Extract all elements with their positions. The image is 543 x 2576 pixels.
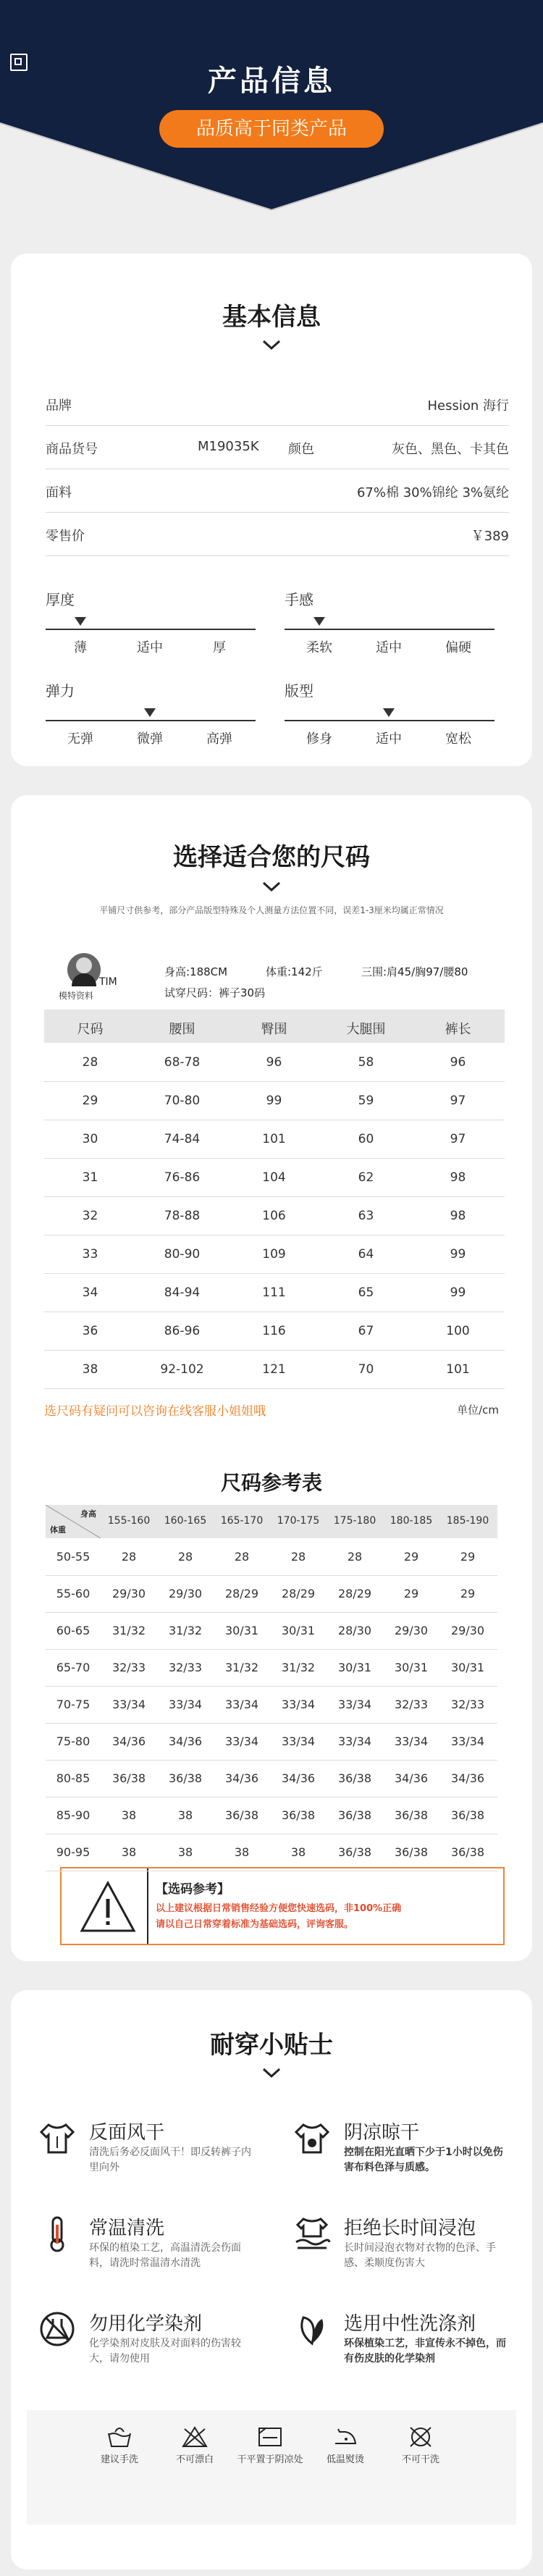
wash-caption: 不可干洗 <box>401 2454 439 2465</box>
ref-cell: 36/38 <box>394 1808 429 1822</box>
tshirt-icon <box>38 2119 76 2157</box>
size-cell: 68-78 <box>164 1055 201 1070</box>
size-cell: 98 <box>450 1170 466 1185</box>
color-label: 颜色 <box>288 442 314 457</box>
info-row-price <box>46 513 509 556</box>
ref-cell: 38 <box>177 1808 193 1822</box>
ref-cell: 36/38 <box>337 1771 372 1785</box>
ref-cell: 30/31 <box>224 1624 259 1637</box>
ref-cell: 33/34 <box>337 1734 372 1748</box>
size-footnote: 选尺码有疑问可以咨询在线客服小姐姐哦 <box>44 1404 266 1419</box>
notice-title: 【选码参考】 <box>156 1882 230 1897</box>
size-cell: 64 <box>358 1247 374 1262</box>
size-cell: 30 <box>82 1132 98 1146</box>
ref-cell: 34/36 <box>281 1771 316 1785</box>
fabric-label: 面料 <box>46 485 72 500</box>
size-header-cell: 臀围 <box>261 1022 287 1037</box>
elasticity-label: 弹力 <box>46 682 75 700</box>
notice-line1: 以上建议根据日常销售经验方便您快速选码，非100%正确 <box>156 1903 402 1914</box>
scale-track <box>285 629 494 630</box>
wash-caption: 不可漂白 <box>175 2454 214 2465</box>
wash-caption: 干平置于阴凉处 <box>237 2454 303 2465</box>
tip-title: 选用中性洗涤剂 <box>344 2313 476 2335</box>
ref-weight-cell: 80-85 <box>56 1771 90 1785</box>
ref-cell: 30/31 <box>394 1661 429 1674</box>
tips-card <box>11 1990 532 2569</box>
hand-wash-icon <box>106 2426 132 2448</box>
ref-cell: 31/32 <box>281 1661 316 1674</box>
price-label: 零售价 <box>46 529 85 544</box>
header-background <box>0 0 543 217</box>
ref-cell: 36/38 <box>111 1771 146 1785</box>
scale-option: 高弹 <box>206 731 232 747</box>
feel-scale <box>285 617 494 655</box>
size-cell: 99 <box>266 1094 282 1108</box>
ref-weight-cell: 70-75 <box>56 1698 90 1711</box>
ref-cell: 32/33 <box>111 1661 146 1674</box>
scale-marker <box>75 617 86 626</box>
soak-icon <box>293 2215 331 2252</box>
ref-cell: 29/30 <box>450 1624 485 1637</box>
size-cell: 96 <box>450 1055 466 1070</box>
size-notice <box>60 1867 505 1945</box>
brand-value: Hession 海行 <box>427 398 509 414</box>
ref-header-cell: 160-165 <box>164 1515 207 1527</box>
size-cell: 99 <box>450 1285 466 1300</box>
model-height: 身高:188CM <box>164 965 228 978</box>
ref-cell: 28 <box>177 1550 193 1564</box>
model-tried-size: 试穿尺码：裤子30码 <box>164 986 266 999</box>
model-weight: 体重:142斤 <box>266 965 323 978</box>
ref-weight-cell: 60-65 <box>56 1624 90 1637</box>
ref-cell: 36/38 <box>281 1808 316 1822</box>
ref-cell: 33/34 <box>281 1734 316 1748</box>
size-cell: 97 <box>450 1132 466 1146</box>
ref-cell: 36/38 <box>394 1845 429 1859</box>
scale-marker <box>144 708 156 717</box>
ref-weight-cell: 65-70 <box>56 1661 90 1674</box>
ref-row-divider <box>46 1760 497 1761</box>
tip-text: 化学染剂对皮肤及对面料的伤害较大，请勿使用 <box>89 2338 241 2365</box>
scale-option: 薄 <box>74 640 87 655</box>
size-cell: 84-94 <box>164 1285 201 1300</box>
size-card <box>11 795 532 1961</box>
sku-value: M19035K <box>198 439 259 454</box>
size-cell: 36 <box>82 1324 98 1338</box>
scale-marker <box>313 617 325 626</box>
ref-cell: 30/31 <box>281 1624 316 1637</box>
ref-cell: 30/31 <box>337 1661 372 1674</box>
scale-option: 柔软 <box>306 640 332 655</box>
ref-cell: 28/29 <box>224 1587 259 1600</box>
ref-corner <box>46 1505 101 1538</box>
ref-weight-cell: 85-90 <box>56 1808 90 1822</box>
size-cell: 32 <box>82 1209 98 1223</box>
size-cell: 63 <box>358 1209 374 1223</box>
ref-cell: 29/30 <box>394 1624 429 1637</box>
ref-cell: 33/34 <box>168 1698 203 1711</box>
tip-title: 反面风干 <box>89 2122 165 2144</box>
info-row-fabric <box>46 469 509 513</box>
size-cell: 92-102 <box>160 1362 204 1377</box>
scale-option: 微弹 <box>137 731 163 747</box>
ref-cell: 38 <box>177 1845 193 1859</box>
ref-header-cell: 165-170 <box>220 1515 264 1527</box>
ref-cell: 36/38 <box>450 1845 485 1859</box>
size-cell: 80-90 <box>164 1247 201 1262</box>
ref-cell: 29 <box>403 1587 419 1600</box>
warning-icon <box>79 1879 137 1937</box>
tips-title: 耐穿小贴士 <box>210 2031 333 2060</box>
tip-title: 勿用化学染剂 <box>89 2313 203 2335</box>
ref-cell: 28/29 <box>281 1587 316 1600</box>
ref-cell: 28/29 <box>337 1587 372 1600</box>
leaf-icon <box>293 2310 331 2348</box>
size-header-cell: 尺码 <box>77 1022 104 1037</box>
size-cell: 76-86 <box>164 1170 201 1185</box>
ref-corner-height: 身高 <box>80 1509 96 1519</box>
ref-cell: 36/38 <box>337 1845 372 1859</box>
ref-cell: 34/36 <box>111 1734 146 1748</box>
size-row-divider <box>44 1081 505 1082</box>
ref-cell: 31/32 <box>224 1661 259 1674</box>
size-cell: 58 <box>358 1055 374 1070</box>
size-cell: 34 <box>82 1285 98 1300</box>
size-header-cell: 腰围 <box>169 1022 195 1037</box>
scale-option: 适中 <box>376 640 402 655</box>
thickness-scale <box>46 617 256 655</box>
dry-flat-shade-icon <box>257 2426 283 2448</box>
scale-option: 修身 <box>306 731 332 747</box>
ref-cell: 34/36 <box>450 1771 485 1785</box>
ref-cell: 33/34 <box>450 1734 485 1748</box>
ref-cell: 32/33 <box>168 1661 203 1674</box>
tip-title: 拒绝长时间浸泡 <box>344 2218 476 2239</box>
no-chemical-icon <box>38 2310 76 2348</box>
scale-option: 偏硬 <box>445 640 471 655</box>
ref-weight-cell: 75-80 <box>56 1734 90 1748</box>
fit-label: 版型 <box>285 682 313 700</box>
size-cell: 62 <box>358 1170 374 1185</box>
quality-badge: 品质高于同类产品 <box>159 110 384 148</box>
size-cell: 98 <box>450 1209 466 1223</box>
ref-cell: 32/33 <box>450 1698 485 1711</box>
ref-cell: 32/33 <box>394 1698 429 1711</box>
ref-header-cell: 185-190 <box>446 1515 489 1527</box>
tip-text: 环保的植染工艺，高温清洗会伤面料，请洗时常温清水清洗 <box>89 2242 241 2269</box>
ref-cell: 29/30 <box>111 1587 146 1600</box>
ref-row-divider <box>46 1723 497 1724</box>
size-title: 选择适合您的尺码 <box>173 843 370 872</box>
ref-title: 尺码参考表 <box>220 1471 322 1495</box>
size-cell: 116 <box>262 1324 286 1338</box>
size-note: 平铺尺寸供参考，部分产品版型特殊及个人测量方法位置不同，误差1-3厘米均属正常情况 <box>99 905 444 915</box>
scale-option: 适中 <box>137 640 163 655</box>
ref-cell: 29/30 <box>168 1587 203 1600</box>
size-cell: 70 <box>358 1362 374 1377</box>
info-row-sku <box>46 426 509 469</box>
ref-cell: 38 <box>121 1845 137 1859</box>
ref-header-cell: 170-175 <box>277 1515 320 1527</box>
feel-label: 手感 <box>285 591 313 608</box>
chevron-down-icon <box>261 881 282 892</box>
size-cell: 78-88 <box>164 1209 201 1223</box>
tip-text: 控制在阳光直晒下少于1小时以免伤害布料色泽与质感。 <box>344 2147 503 2173</box>
size-cell: 96 <box>266 1055 282 1070</box>
size-cell: 99 <box>450 1247 466 1262</box>
notice-line2: 请以自己日常穿着标准为基础选码，评询客服。 <box>156 1919 354 1930</box>
ref-header-cell: 180-185 <box>390 1515 433 1527</box>
scale-option: 适中 <box>376 731 402 747</box>
ref-cell: 36/38 <box>450 1808 485 1822</box>
size-cell: 70-80 <box>164 1094 201 1108</box>
tip-text: 环保植染工艺，非宣传永不掉色，而有伤皮肤的化学染剂 <box>344 2338 506 2365</box>
size-header-cell: 大腿围 <box>346 1022 386 1037</box>
ref-cell: 33/34 <box>224 1734 259 1748</box>
ref-cell: 38 <box>234 1845 250 1859</box>
ref-cell: 36/38 <box>168 1771 203 1785</box>
size-cell: 33 <box>82 1247 98 1262</box>
scale-option: 无弹 <box>67 731 93 747</box>
ref-cell: 33/34 <box>224 1698 259 1711</box>
ref-cell: 30/31 <box>450 1661 485 1674</box>
ref-cell: 28 <box>347 1550 363 1564</box>
size-cell: 67 <box>358 1324 374 1338</box>
model-name: TIM <box>99 976 117 988</box>
ref-cell: 33/34 <box>337 1698 372 1711</box>
ref-cell: 28 <box>234 1550 250 1564</box>
fit-scale <box>285 708 494 747</box>
ref-cell: 34/36 <box>168 1734 203 1748</box>
size-cell: 65 <box>358 1285 374 1300</box>
thickness-label: 厚度 <box>46 591 75 608</box>
size-cell: 101 <box>262 1132 286 1146</box>
size-cell: 100 <box>446 1324 470 1338</box>
model-measurements: 三围:肩45/胸97/腰80 <box>361 965 468 978</box>
scale-option: 宽松 <box>445 731 471 747</box>
shirt-sun-icon <box>293 2119 331 2157</box>
ref-corner-weight: 体重 <box>50 1525 66 1535</box>
ref-row-divider <box>46 1649 497 1650</box>
ref-header-cell: 155-160 <box>107 1515 151 1527</box>
ref-cell: 38 <box>121 1808 137 1822</box>
no-bleach-icon <box>182 2426 208 2448</box>
ref-cell: 28 <box>121 1550 137 1564</box>
size-row-divider <box>44 1158 505 1159</box>
ref-row-divider <box>46 1686 497 1687</box>
tip-text: 长时间浸泡衣物对衣物的色泽、手感、柔顺度伤害大 <box>344 2242 496 2269</box>
size-row-divider <box>44 1196 505 1197</box>
size-row-divider <box>44 1350 505 1351</box>
thermometer-icon <box>38 2215 76 2252</box>
size-cell: 101 <box>446 1362 470 1377</box>
info-row-brand <box>46 382 509 426</box>
brand-label: 品牌 <box>46 398 72 414</box>
ref-cell: 28 <box>290 1550 306 1564</box>
ref-weight-cell: 50-55 <box>56 1550 90 1564</box>
basic-info-card <box>11 253 532 766</box>
elasticity-scale <box>46 708 256 747</box>
ref-row-divider <box>46 1575 497 1576</box>
scale-marker <box>383 708 395 717</box>
size-cell: 104 <box>262 1170 286 1185</box>
ref-cell: 28/30 <box>337 1624 372 1637</box>
tip-title: 阴凉晾干 <box>344 2122 420 2144</box>
ref-cell: 34/36 <box>224 1771 259 1785</box>
size-cell: 86-96 <box>164 1324 201 1338</box>
size-cell: 109 <box>262 1247 286 1262</box>
no-dry-clean-icon <box>408 2426 434 2448</box>
model-caption: 模特资料 <box>59 991 94 1001</box>
ref-cell: 33/34 <box>111 1698 146 1711</box>
wash-caption: 低温熨烫 <box>326 2454 364 2465</box>
ref-cell: 34/36 <box>394 1771 429 1785</box>
basic-info-title: 基本信息 <box>222 303 321 332</box>
ref-cell: 36/38 <box>224 1808 259 1822</box>
size-cell: 97 <box>450 1094 466 1108</box>
ref-cell: 36/38 <box>337 1808 372 1822</box>
ref-row-divider <box>46 1612 497 1613</box>
wash-caption: 建议手洗 <box>100 2454 138 2465</box>
ref-weight-cell: 90-95 <box>56 1845 90 1859</box>
size-row-divider <box>44 1388 505 1389</box>
size-cell: 121 <box>262 1362 286 1377</box>
size-row-divider <box>44 1273 505 1274</box>
ref-cell: 29 <box>460 1587 476 1600</box>
size-cell: 60 <box>358 1132 374 1146</box>
size-unit: 单位/cm <box>457 1404 499 1417</box>
size-cell: 29 <box>82 1094 98 1108</box>
scale-track <box>46 720 256 721</box>
tip-title: 常温清洗 <box>89 2218 165 2239</box>
tip-text: 清洗后务必反面风干！即反转裤子内里向外 <box>89 2147 251 2173</box>
chevron-down-icon <box>261 339 282 351</box>
price-value: ￥389 <box>471 529 509 544</box>
ref-cell: 33/34 <box>394 1734 429 1748</box>
size-cell: 111 <box>262 1285 286 1300</box>
ref-cell: 31/32 <box>111 1624 146 1637</box>
scale-option: 厚 <box>213 640 226 655</box>
size-header-cell: 裤长 <box>445 1022 471 1037</box>
scale-track <box>285 720 494 721</box>
model-avatar <box>67 953 101 986</box>
color-value: 灰色、黑色、卡其色 <box>392 442 509 457</box>
scale-track <box>46 629 256 630</box>
page-header <box>0 0 543 217</box>
size-cell: 106 <box>262 1209 286 1223</box>
size-cell: 28 <box>82 1055 98 1070</box>
ref-cell: 29 <box>403 1550 419 1564</box>
ref-cell: 38 <box>290 1845 306 1859</box>
fabric-value: 67%棉 30%锦纶 3%氨纶 <box>356 485 509 500</box>
page-title: 产品信息 <box>208 64 335 98</box>
size-cell: 59 <box>358 1094 374 1108</box>
chevron-down-icon <box>261 2067 282 2078</box>
low-temp-iron-icon <box>332 2426 358 2448</box>
size-cell: 38 <box>82 1362 98 1377</box>
ref-cell: 33/34 <box>281 1698 316 1711</box>
sku-label: 商品货号 <box>46 442 98 457</box>
ref-weight-cell: 55-60 <box>56 1587 90 1600</box>
ref-cell: 31/32 <box>168 1624 203 1637</box>
size-cell: 74-84 <box>164 1132 201 1146</box>
size-cell: 31 <box>82 1170 98 1185</box>
notice-divider <box>147 1868 148 1944</box>
ref-header-cell: 175-180 <box>333 1515 376 1527</box>
ref-cell: 29 <box>460 1550 476 1564</box>
